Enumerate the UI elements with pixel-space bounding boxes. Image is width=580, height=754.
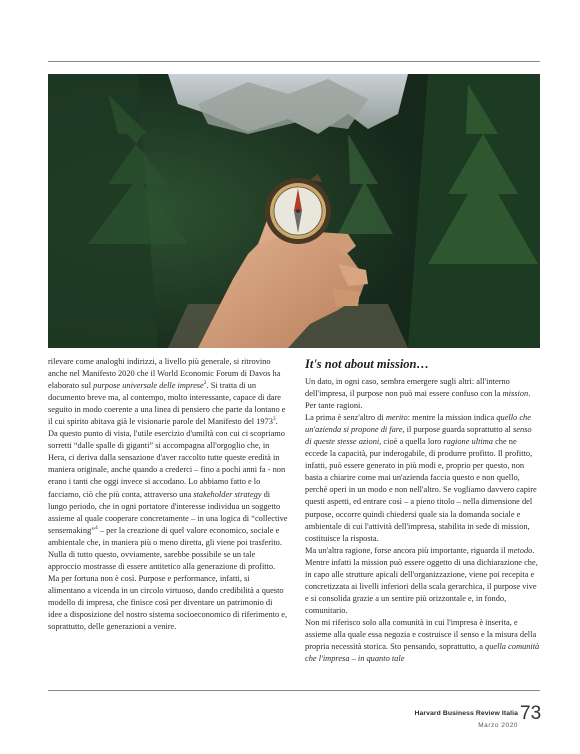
footnote-ref: 2: [203, 380, 207, 387]
text-run: . Mentre infatti la mission può essere oggetto di una dichiarazione che, in capo alle strutture apicali dell'organizzazione, viene poi recepita e concretizzata ai livelli inferiori della scala gerarchica, il purpose vive e si consolida grazie a un sentire più orizzontale e, in fondo, comunitario.: [305, 545, 538, 615]
issue-date: Marzo 2020: [478, 722, 518, 729]
text-run: , cioè a quella loro: [379, 437, 444, 447]
emphasis-text: quella comunità che l'impresa – in quanto tale: [305, 642, 540, 664]
emphasis-text: mission: [502, 389, 529, 399]
text-run: – per la creazione di quel valore economico, sociale e ambientale che, in maniera più o meno diretta, gli viene poi trasferito. Nulla di tutto questo, ovviamente, sarebbe possibile se un tale approccio mostrasse di essere antitetico alla generazione di profitto. Ma per fortuna non è così. Purpose e performance, infatti, si alimentano a vicenda in un circolo virtuoso, dando credibilità a questo modello di impresa, che finisce così per diventare un patrimonio di idee a disposizione del nostro sistema socioeconomico di riferimento e, soprattutto, delle generazioni a venire.: [48, 525, 288, 632]
footnote-ref: 4: [94, 524, 98, 531]
section-heading: It's not about mission…: [305, 357, 429, 371]
publication-name: Harvard Business Review Italia: [414, 710, 518, 717]
text-run: La prima è senz'altro di: [305, 413, 386, 423]
text-run: Non mi riferisco solo alla comunità in cui l'impresa è inserita, e assieme alla quale essa negozia e costruisce il senso e la misura della propria necessità storica. Sto pensando, soprattutto, a: [305, 617, 537, 652]
emphasis-text: senso di queste stesse azioni: [305, 425, 532, 447]
text-run: di lungo periodo, che in ogni portatore d'interesse individua un soggetto assieme al quale cooperare concretamente – in una logica di “collective sensemaking”: [48, 489, 288, 535]
text-run: : mentre la mission indica: [407, 413, 497, 423]
paragraph: [48, 356, 288, 633]
compass-photo: [48, 74, 540, 348]
paragraph: [305, 545, 540, 617]
right-paragraphs: [305, 376, 540, 665]
emphasis-text: ragione ultima: [443, 437, 493, 447]
text-run: . Si tratta di un documento breve ma, al contempo, molto interessante, capace di dare seguito in modo coerente a una linea di pensiero che parte da lontano e il cui spirito abitava già le visionarie parole del Manifesto del 1973: [48, 381, 286, 427]
text-run: Ma un'altra ragione, forse ancora più importante, riguarda il: [305, 545, 508, 555]
paragraph: [305, 617, 540, 665]
text-run: rilevare come analoghi indirizzi, a livello più generale, si ritrovino anche nel Manifesto 2020 che il World Economic Forum di Davos ha elaborato sul: [48, 357, 281, 391]
top-rule: [48, 61, 540, 62]
footnote-ref: 3: [272, 416, 276, 423]
paragraph: [305, 376, 540, 412]
page-number: 73: [520, 703, 542, 724]
text-run: . Da questo punto di vista, l'utile esercizio d'umiltà con cui ci scopriamo sorretti “dalle spalle di giganti” si accompagna all'orgoglio che, in Hera, ci deriva dalla sensazione d'aver raccolto tutte queste eredità in maniera originale, anche quando a crederci – fino a pochi anni fa - non erano i tanti che oggi invece si accodano. Lo abbiamo fatto e lo facciamo, ciò che più conta, attraverso una: [48, 417, 286, 499]
emphasis-text: stakeholder strategy: [193, 489, 262, 499]
paragraph: [305, 412, 540, 545]
emphasis-text: metodo: [507, 545, 533, 555]
bottom-rule: [48, 690, 540, 691]
emphasis-text: purpose universale delle imprese: [93, 381, 204, 391]
text-run: , il purpose guarda soprattutto al: [402, 425, 513, 435]
text-run: Un dato, in ogni caso, sembra emergere sugli altri: all'interno dell'impresa, il purpose non può mai essere confuso con la: [305, 377, 510, 399]
emphasis-text: merito: [385, 413, 408, 423]
right-text-column: [305, 356, 540, 665]
left-text-column: [48, 356, 288, 633]
text-run: che ne eccede la capacità, pur inderogabile, di produrre profitto. Il profitto, infatti, può essere generato in più modi e, proprio per questo, non basta a chiarire come mai un'azienda faccia questo e non quello, perché operi in un modo e non nell'altro. Se vogliamo davvero capire questi aspetti, ed entrare così – a pieno titolo – nella dimensione del purpose, occorre quindi chiedersi quale sia la domanda sociale e ambientale di cui l'attività dell'impresa, stabilita in sede di mission, costituisce la risposta.: [305, 437, 537, 543]
text-run: . Per tante ragioni.: [305, 389, 531, 411]
hand-compass-illustration: [48, 74, 540, 348]
emphasis-text: quello che un'azienda si propone di fare: [305, 413, 531, 435]
